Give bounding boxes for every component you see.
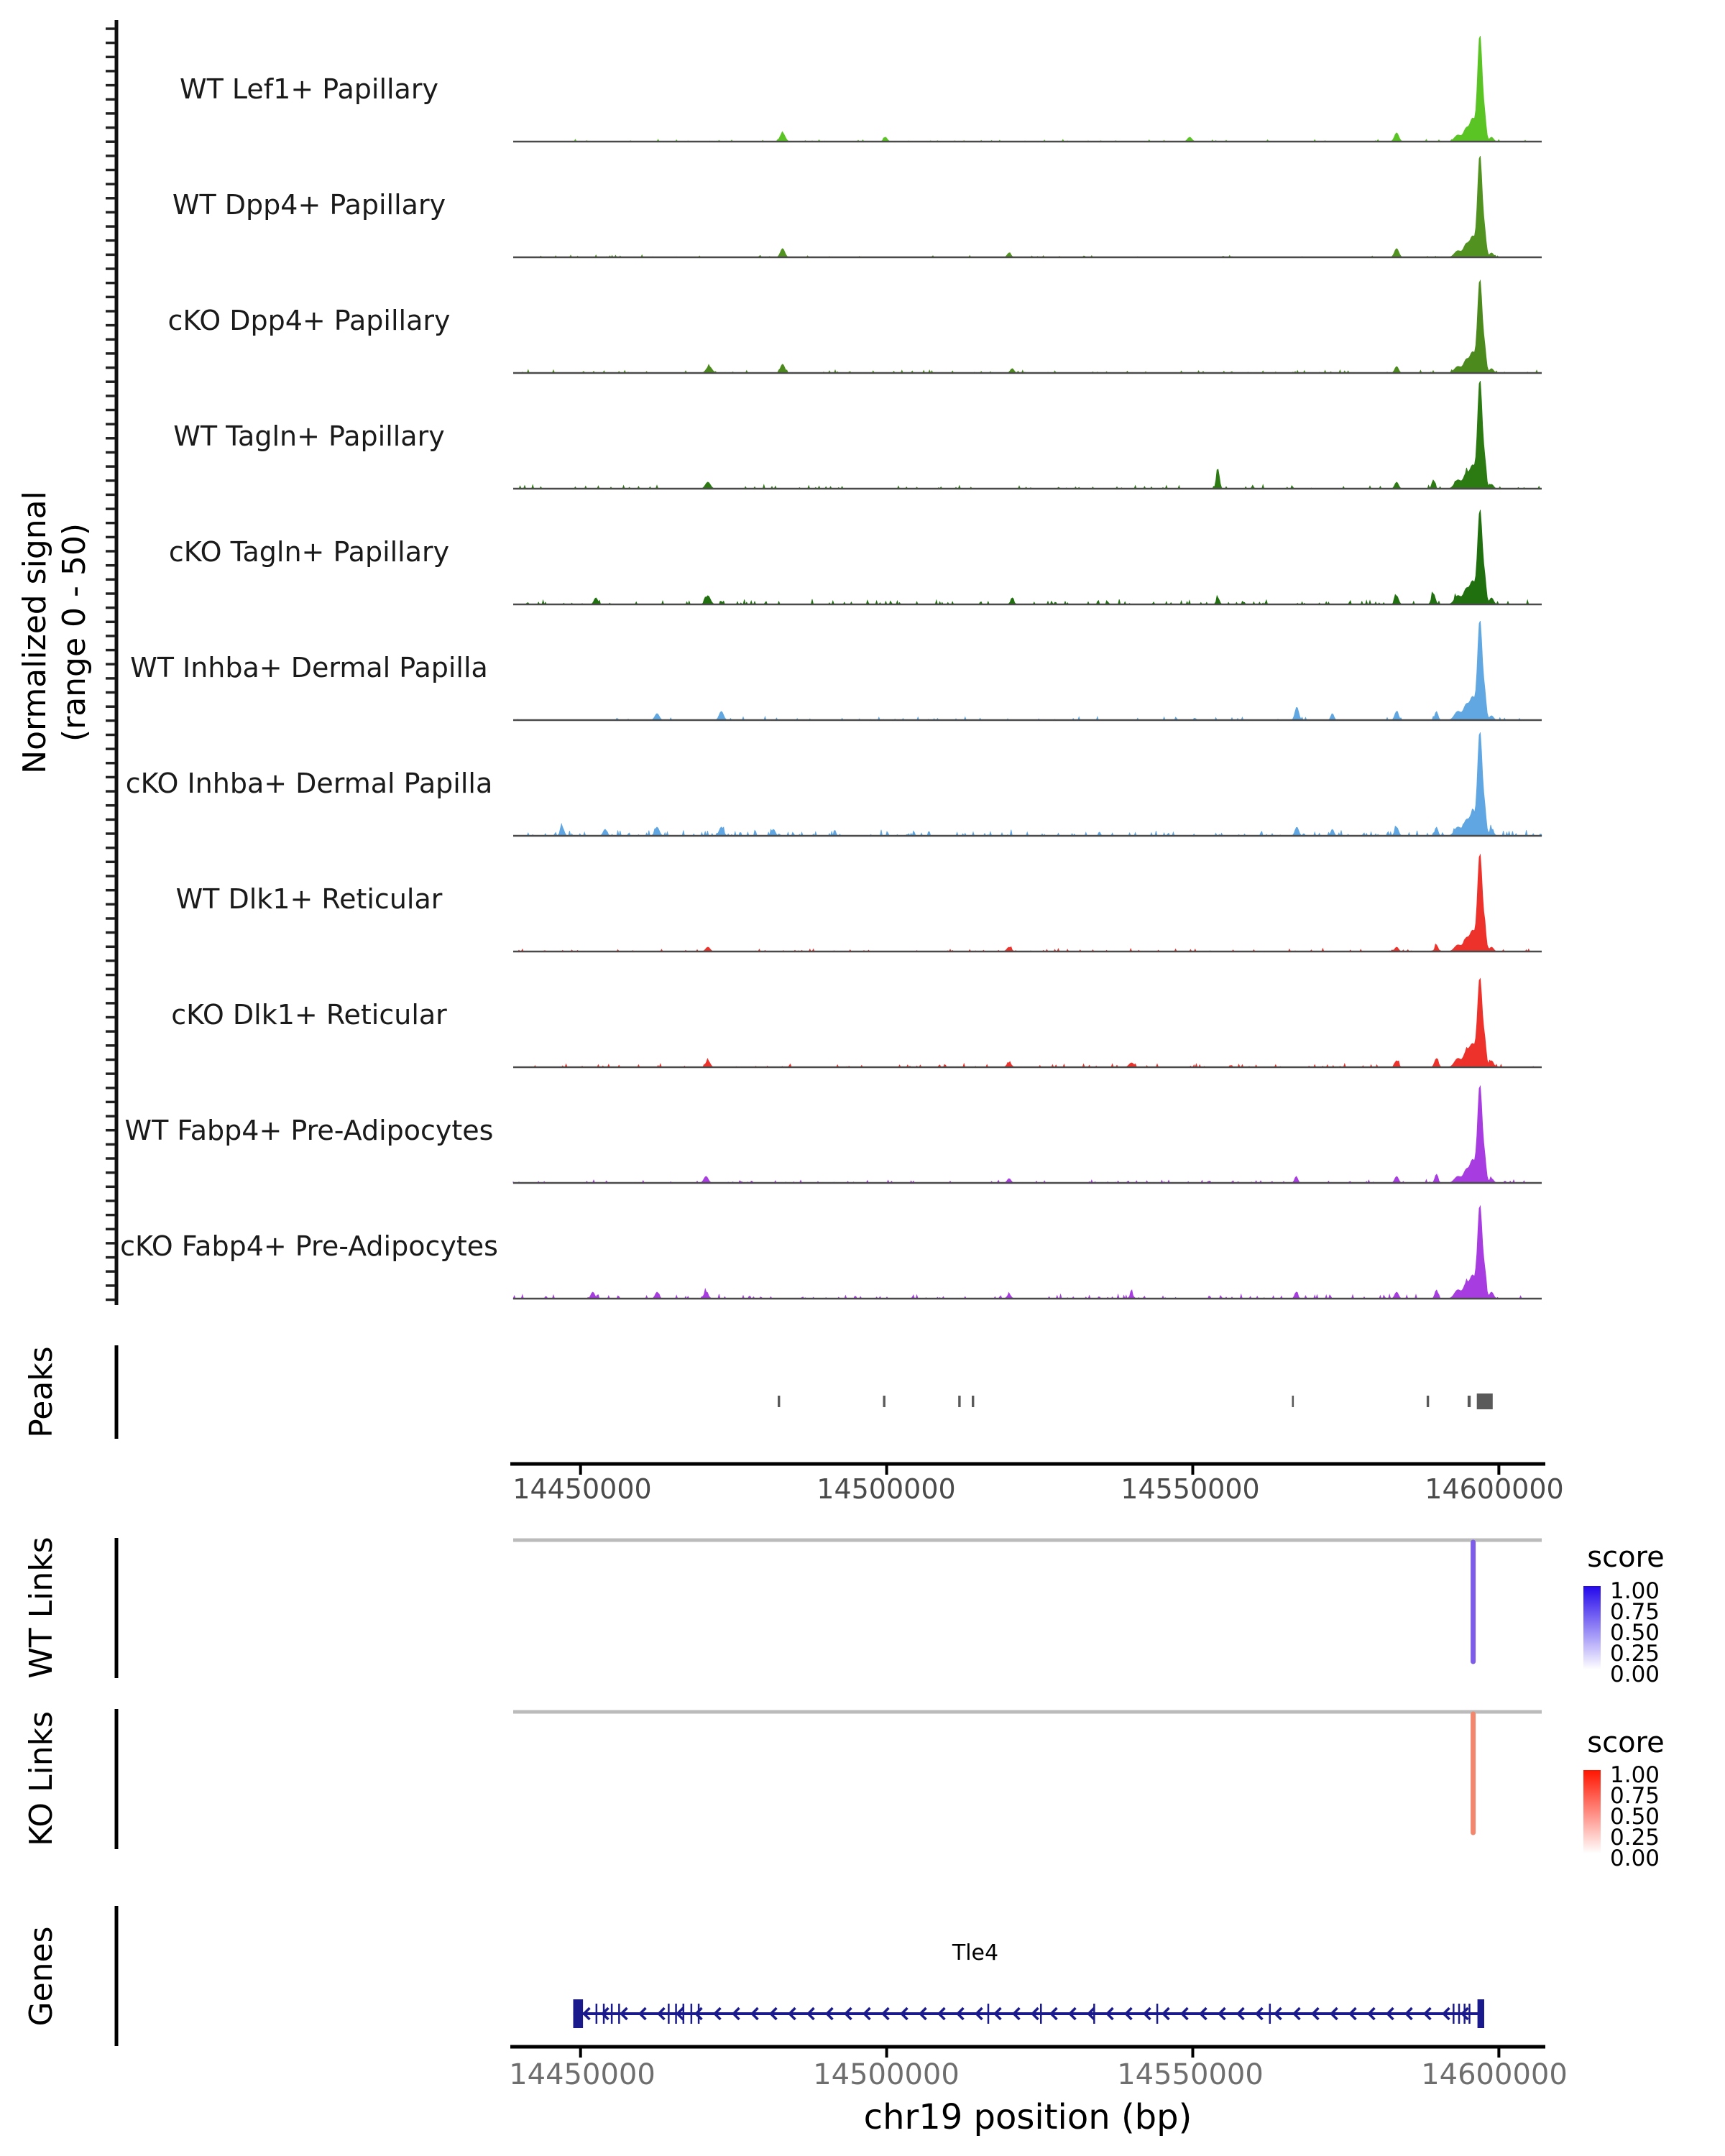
axis-tick-label: 14550000 (1121, 1473, 1260, 1505)
peaks-genome-axis (510, 1464, 1545, 1475)
wt-score-tick-label: 1.00 (1610, 1578, 1660, 1604)
axis-tick-label: 14550000 (1117, 2058, 1264, 2091)
ko-score-legend-title: score (1587, 1726, 1665, 1759)
peaks-section-label: Peaks (23, 1346, 60, 1438)
track-label: WT Dpp4+ Papillary (172, 189, 446, 221)
ko-score-tick-label: 0.00 (1610, 1846, 1660, 1871)
axis-tick-label: 14500000 (816, 1473, 956, 1505)
wt-score-tick-label: 0.25 (1610, 1641, 1660, 1667)
axis-tick-label: 14450000 (509, 2058, 656, 2091)
wt-score-tick-label: 0.75 (1610, 1599, 1660, 1625)
track-label: cKO Dpp4+ Papillary (167, 305, 451, 336)
track-label: WT Inhba+ Dermal Papilla (130, 652, 488, 683)
wt-score-tick-label: 0.50 (1610, 1620, 1660, 1646)
track-label: WT Lef1+ Papillary (180, 73, 438, 105)
axis-tick-label: 14450000 (512, 1473, 652, 1505)
wt-score-tick-label: 0.00 (1610, 1662, 1660, 1687)
track-label: cKO Inhba+ Dermal Papilla (125, 768, 493, 799)
wt-score-legend-title: score (1587, 1541, 1665, 1574)
track-label: cKO Fabp4+ Pre-Adipocytes (120, 1230, 498, 1262)
ko-score-tick-label: 1.00 (1610, 1762, 1660, 1788)
ko-score-tick-label: 0.50 (1610, 1804, 1660, 1830)
wt-links-section-label: WT Links (23, 1537, 60, 1679)
ko-score-tick-label: 0.75 (1610, 1783, 1660, 1809)
axis-tick-label: 14500000 (813, 2058, 960, 2091)
y-axis-label-line1: Normalized signal (17, 491, 53, 774)
genes-section-label: Genes (23, 1926, 60, 2027)
y-axis-label-line2: (range 0 - 50) (56, 522, 93, 742)
track-label: WT Tagln+ Papillary (173, 420, 445, 452)
coverage-tracks (513, 36, 1542, 1299)
gene-model (573, 1999, 1484, 2028)
ko-score-gradient-bar (1583, 1770, 1601, 1853)
track-label: cKO Dlk1+ Reticular (171, 999, 447, 1031)
peaks-track-marks (778, 1393, 1493, 1409)
axis-tick-label: 14600000 (1421, 2058, 1568, 2091)
ko-score-tick-label: 0.25 (1610, 1825, 1660, 1851)
track-label: WT Dlk1+ Reticular (175, 883, 443, 915)
axis-tick-label: 14600000 (1425, 1473, 1564, 1505)
bottom-genome-axis (510, 2047, 1545, 2058)
links-tracks (513, 1540, 1542, 1833)
track-label: WT Fabp4+ Pre-Adipocytes (124, 1115, 494, 1146)
ko-links-section-label: KO Links (23, 1710, 60, 1847)
track-label: cKO Tagln+ Papillary (168, 536, 450, 568)
wt-score-gradient-bar (1583, 1586, 1601, 1669)
signal-y-axis-ruler (106, 20, 116, 1305)
x-axis-title: chr19 position (bp) (863, 2097, 1192, 2137)
gene-name-label: Tle4 (952, 1940, 999, 1966)
